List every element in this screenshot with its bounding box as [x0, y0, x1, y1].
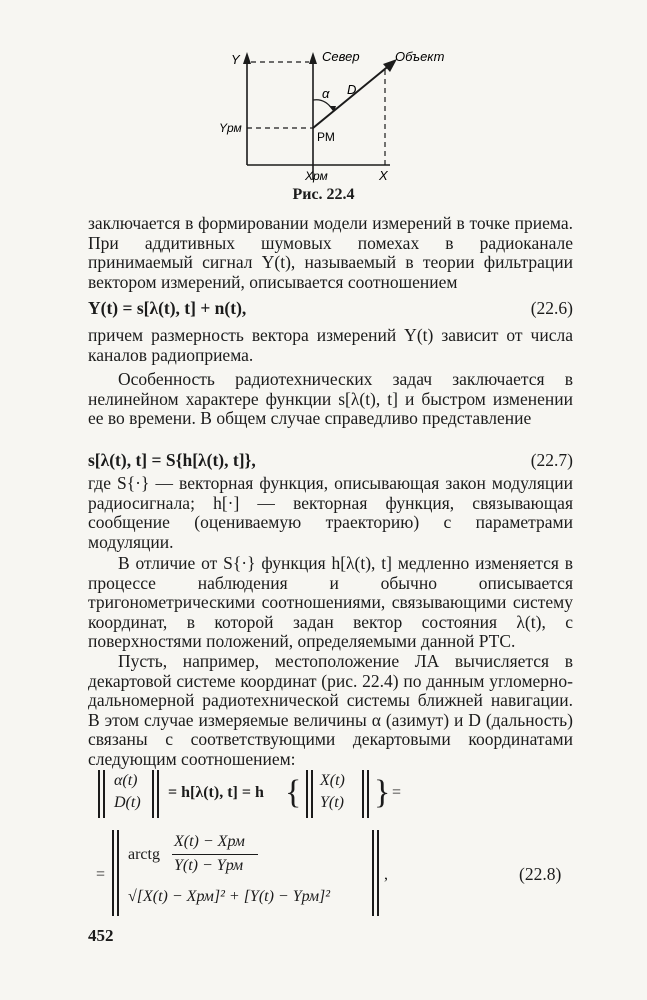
matrix-bar-left-1 — [98, 770, 100, 818]
eq-brace-right: } — [374, 774, 391, 811]
azimuth-arc — [313, 100, 333, 110]
eq-brace-left: { — [285, 774, 302, 811]
label-x-rm: Xрм — [305, 169, 328, 183]
paragraph-5: В отличие от S{·} функция h[λ(t), t] медленно изменяется в процессе наблюдения и обычно описывается тригонометрическими соотношениями, связывающими систему координат, в которой задан вектор состояния λ(t), с поверхностями положений, определяемыми данной РТС. — [88, 553, 573, 652]
matrix2-bar-right-2 — [367, 770, 369, 818]
label-axis-y: Y — [231, 52, 240, 67]
equation-22-6-formula: Y(t) = s[λ(t), t] + n(t), — [88, 298, 247, 318]
label-axis-x: X — [379, 168, 388, 183]
figure-caption: Рис. 22.4 — [292, 186, 355, 203]
matrix3-bar-left-1 — [112, 830, 114, 916]
equation-22-7 — [88, 450, 573, 472]
matrix-bar-right-2 — [157, 770, 159, 818]
eq-first-equals: = — [392, 784, 402, 801]
matrix3-bar-left-2 — [117, 830, 119, 916]
matrix2-bar-left-1 — [306, 770, 308, 818]
eq-denominator: Y(t) − Yрм — [174, 857, 244, 874]
eq-distance: D(t) — [114, 794, 141, 811]
label-rm: РМ — [317, 130, 335, 144]
paragraph-2: причем размерность вектора измерений Y(t) зависит от числа каналов радиоприема. — [88, 325, 573, 365]
matrix3-bar-right-2 — [377, 830, 379, 916]
paragraph-3: Особенность радиотехнических задач заключается в нелинейном характере функции s[λ(t), t] и быстром изменении ее во времени. В общем случае справедливо представление — [88, 369, 573, 429]
paragraph-1: заключается в формировании модели измерений в точке приема. При аддитивных шумовых помехах в радиоканале принимаемый сигнал Y(t), называемый в теории фильтрации вектором измерений, описывается соотношением — [88, 213, 573, 292]
matrix2-bar-left-2 — [311, 770, 313, 818]
eq-arctg: arctg — [128, 846, 160, 863]
equation-22-6-number: (22.6) — [530, 298, 573, 318]
matrix2-bar-right-1 — [362, 770, 364, 818]
label-north: Север — [322, 49, 360, 64]
eq-alpha: α(t) — [114, 772, 138, 789]
north-axis-arrow — [309, 52, 317, 64]
eq-fraction-bar — [172, 854, 258, 855]
paragraph-6: Пусть, например, местоположение ЛА вычисляется в декартовой системе координат (рис. 22.4) по данным угломерно-дальномерной радиотехнической системы ближней навигации. В этом случае измеряемые величины α (азимут) и D (дальность) связаны с соответствующими декартовыми координатами следующим соотношением: — [88, 651, 573, 769]
equation-22-7-number: (22.7) — [530, 450, 573, 470]
eq-lead-equals: = — [96, 866, 106, 883]
equation-22-7-formula: s[λ(t), t] = S{h[λ(t), t]}, — [88, 450, 256, 470]
eq-y-t: Y(t) — [320, 794, 344, 811]
page-number: 452 — [88, 926, 114, 945]
eq-sqrt: √[X(t) − Xрм]² + [Y(t) − Yрм]² — [128, 888, 331, 905]
label-object: Объект — [395, 49, 445, 64]
eq-numerator: X(t) − Xрм — [174, 833, 245, 850]
figure-coordinate-diagram — [205, 40, 465, 190]
matrix-bar-right-1 — [152, 770, 154, 818]
matrix-bar-left-2 — [103, 770, 105, 818]
equation-22-6 — [88, 298, 573, 320]
label-y-rm: Yрм — [219, 121, 242, 135]
paragraph-4: где S{·} — векторная функция, описывающая закон модуляции радиосигнала; h[·] — векторная функция, связывающая сообщение (оцениваемую траекторию) с параметрами модуляции. — [88, 473, 573, 552]
label-distance: D — [347, 82, 357, 97]
equation-22-8-number: (22.8) — [519, 864, 562, 884]
matrix3-bar-right-1 — [372, 830, 374, 916]
eq-x-t: X(t) — [320, 772, 345, 789]
eq-middle: = h[λ(t), t] = h — [168, 784, 264, 801]
label-alpha: α — [322, 86, 330, 101]
y-axis-arrow — [243, 52, 251, 64]
eq-comma: , — [384, 866, 388, 883]
